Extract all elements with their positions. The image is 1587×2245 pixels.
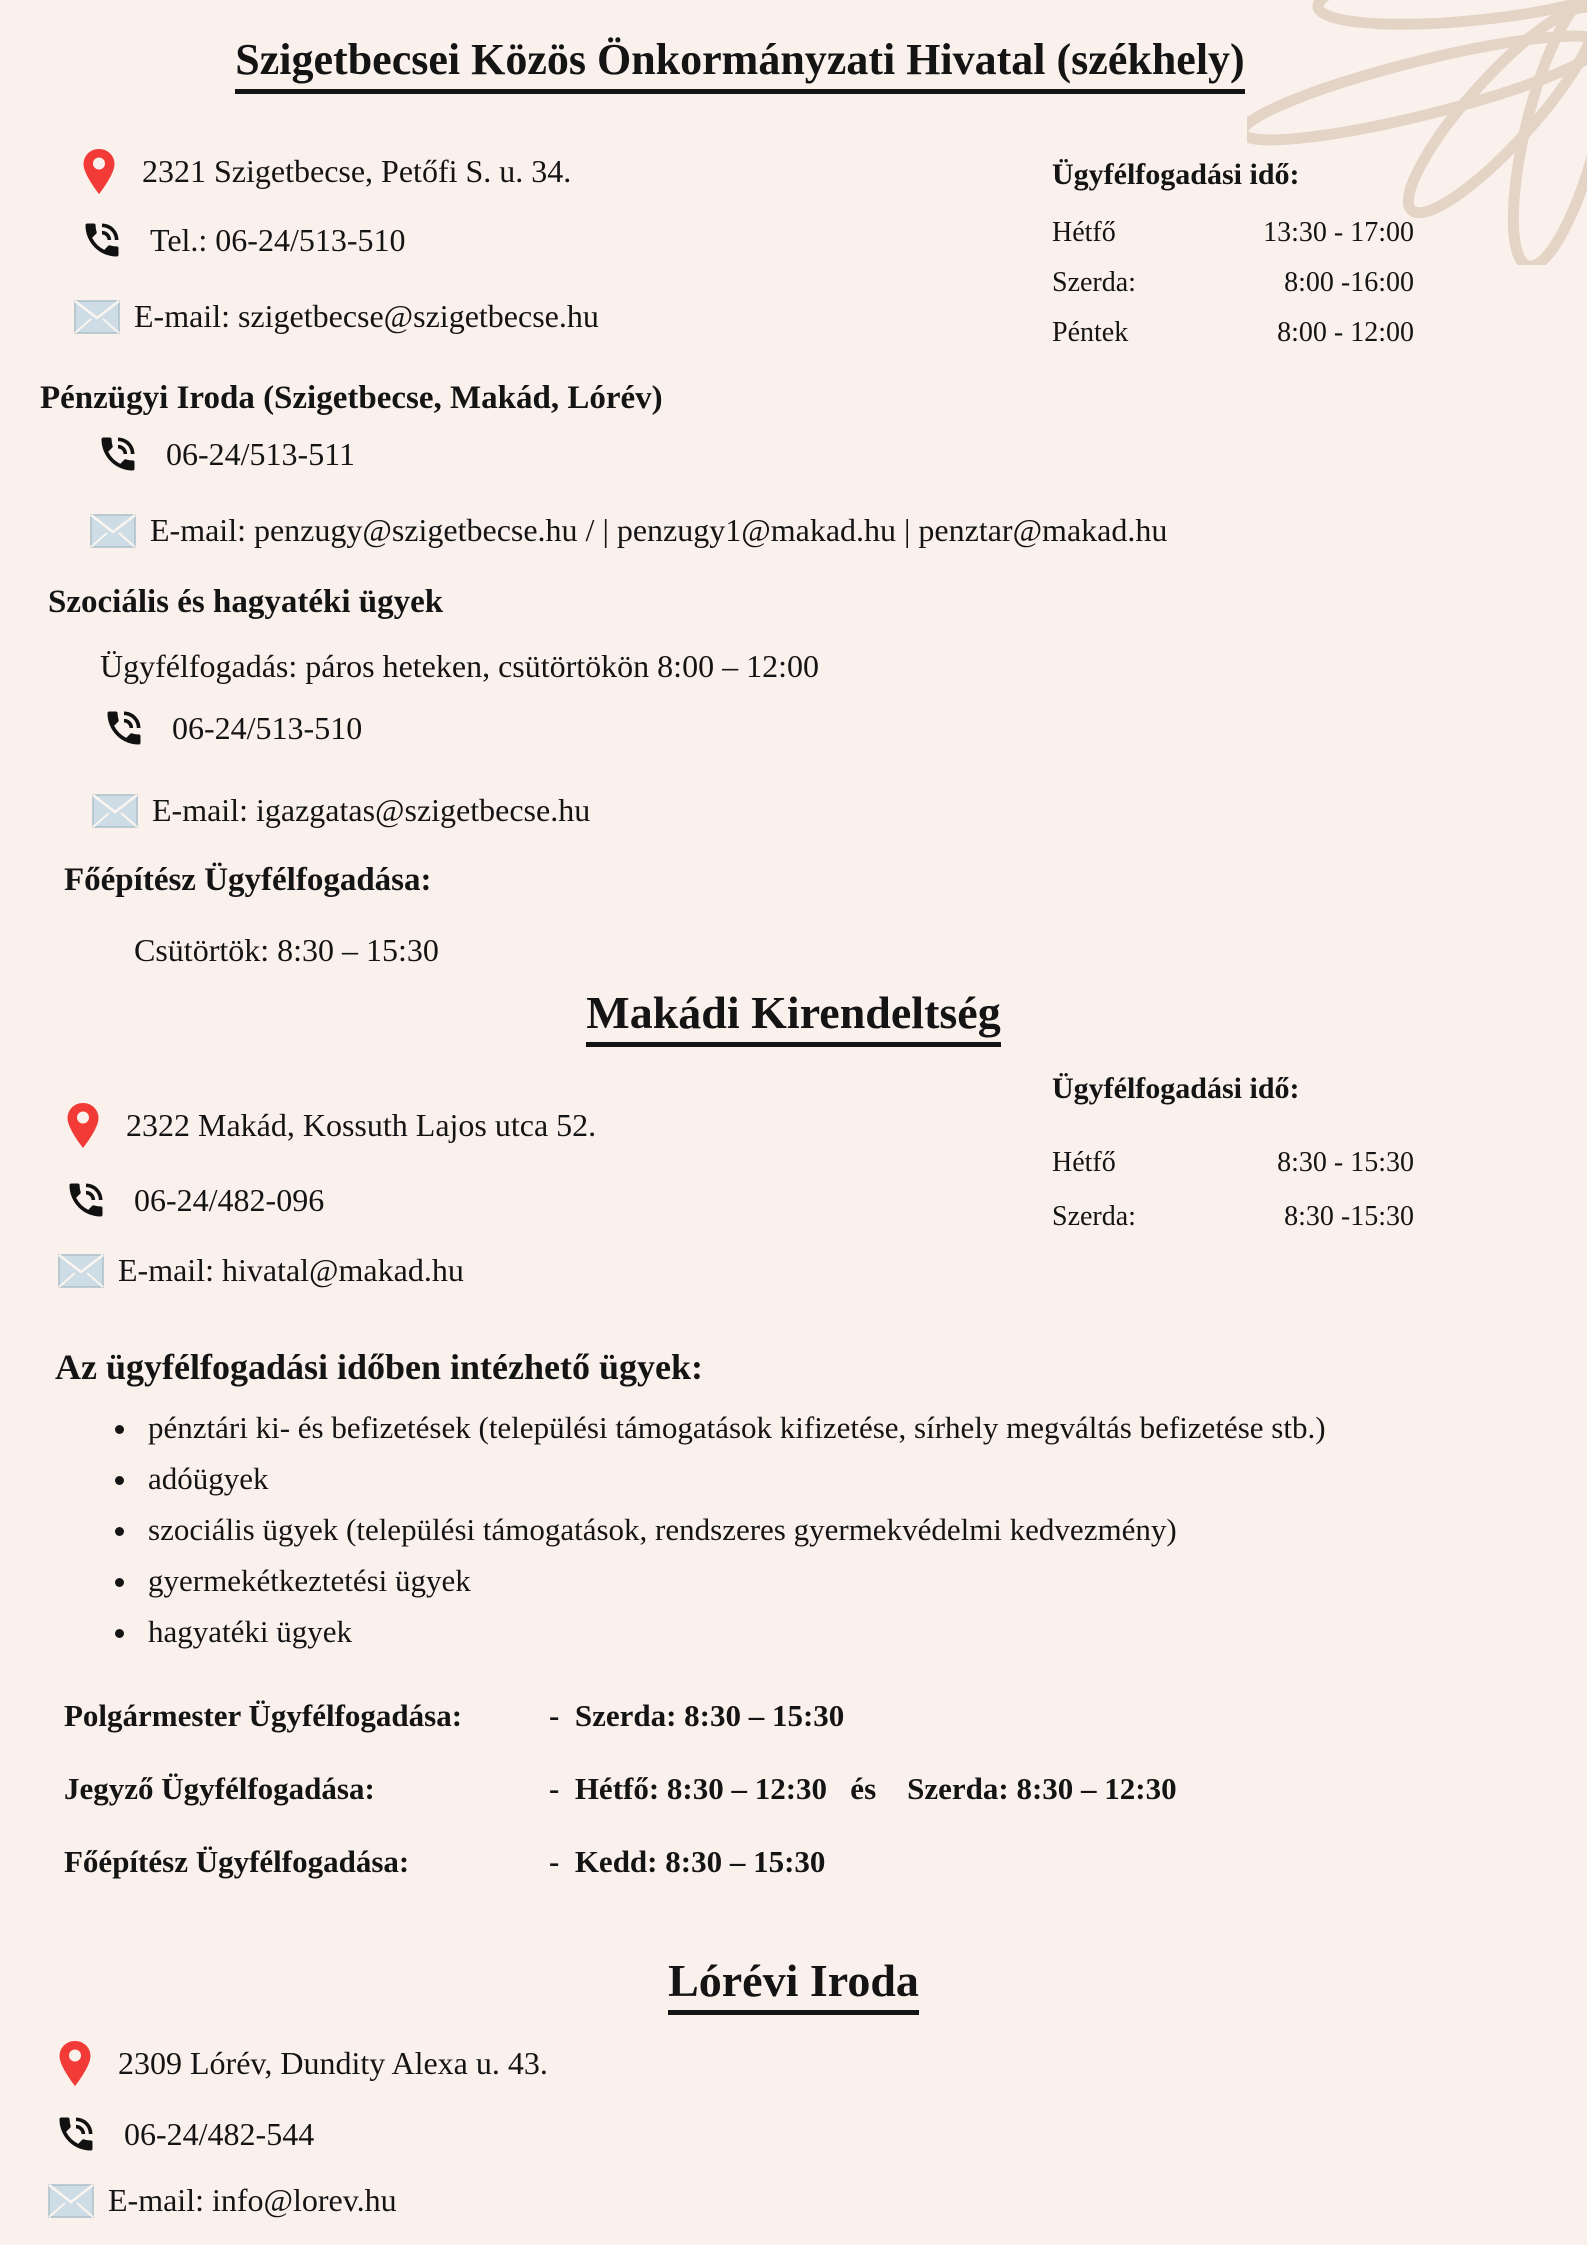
lorev-title xyxy=(0,1954,1587,2015)
hq-hours-day: Hétfő xyxy=(1052,217,1116,248)
szocialis-email: E-mail: igazgatas@szigetbecse.hu xyxy=(152,792,591,828)
hq-address-row xyxy=(82,148,571,195)
ugyek-title: Az ügyfélfogadási időben intézhető ügyek: xyxy=(55,1347,703,1387)
makad-address-row xyxy=(66,1102,596,1149)
hq-email-row xyxy=(74,298,599,335)
makad-hours-time: 8:30 -15:30 xyxy=(1284,1201,1414,1232)
hq-hours-row xyxy=(1052,258,1414,308)
official-row xyxy=(64,1698,1177,1734)
hq-phone: Tel.: 06-24/513-510 xyxy=(150,221,406,258)
ugyek-item: • szociális ügyek (települési támogatások, rendszeres gyermekvédelmi kedvezmény) xyxy=(140,1512,1540,1548)
ugyek-item: • pénztári ki- és befizetések (települési támogatások kifizetése, sírhely megváltás befizetése stb.) xyxy=(140,1410,1540,1446)
location-pin-icon xyxy=(66,1102,100,1149)
lorev-email-row xyxy=(48,2182,397,2219)
ugyek-item: • gyermekétkeztetési ügyek xyxy=(140,1563,1540,1599)
lorev-title-text: Lórévi Iroda xyxy=(668,1954,919,2015)
hq-hours-time: 8:00 -16:00 xyxy=(1284,267,1414,298)
makad-hours-day: Hétfő xyxy=(1052,1147,1116,1178)
location-pin-icon xyxy=(58,2040,92,2087)
page-title xyxy=(0,34,1480,94)
official-hours: - Hétfő: 8:30 – 12:30 és Szerda: 8:30 – 12:30 xyxy=(549,1771,1177,1806)
hq-email: E-mail: szigetbecse@szigetbecse.hu xyxy=(134,298,599,334)
makad-hours-row xyxy=(1052,1190,1414,1244)
makad-hours-row xyxy=(1052,1136,1414,1190)
makad-address: 2322 Makád, Kossuth Lajos utca 52. xyxy=(126,1107,597,1143)
hq-hours-table xyxy=(1052,158,1414,358)
official-hours: - Szerda: 8:30 – 15:30 xyxy=(549,1698,845,1733)
penzugyi-email: E-mail: penzugy@szigetbecse.hu / | penzugy1@makad.hu | penztar@makad.hu xyxy=(150,512,1168,548)
penzugyi-email-row xyxy=(90,512,1167,549)
makad-hours-day: Szerda: xyxy=(1052,1201,1136,1232)
foepitesz-hq-time: Csütörtök: 8:30 – 15:30 xyxy=(134,932,439,968)
phone-receiver-icon xyxy=(54,2112,98,2156)
makad-phone: 06-24/482-096 xyxy=(134,1181,325,1218)
hq-hours-time: 13:30 - 17:00 xyxy=(1263,217,1414,248)
lorev-address-row xyxy=(58,2040,548,2087)
penzugyi-phone-row xyxy=(96,432,355,476)
official-label: Jegyző Ügyfélfogadása: xyxy=(64,1771,375,1806)
envelope-icon xyxy=(58,1254,104,1288)
szocialis-phone: 06-24/513-510 xyxy=(172,709,363,746)
makad-email: E-mail: hivatal@makad.hu xyxy=(118,1252,464,1288)
szocialis-email-row xyxy=(92,792,590,829)
phone-receiver-icon xyxy=(64,1178,108,1222)
hq-address: 2321 Szigetbecse, Petőfi S. u. 34. xyxy=(142,153,572,189)
lorev-phone: 06-24/482-544 xyxy=(124,2115,315,2152)
makad-email-row xyxy=(58,1252,464,1289)
lorev-address: 2309 Lórév, Dundity Alexa u. 43. xyxy=(118,2045,548,2081)
lorev-phone-row xyxy=(54,2112,314,2156)
hq-hours-day: Péntek xyxy=(1052,317,1129,348)
hq-hours-day: Szerda: xyxy=(1052,267,1136,298)
envelope-icon xyxy=(48,2184,94,2218)
hq-hours-time: 8:00 - 12:00 xyxy=(1277,317,1414,348)
makad-hours-table xyxy=(1052,1072,1414,1244)
szocialis-note: Ügyfélfogadás: páros heteken, csütörtökön 8:00 – 12:00 xyxy=(100,648,819,684)
ugyek-list xyxy=(112,1410,1540,1665)
official-label: Polgármester Ügyfélfogadása: xyxy=(64,1698,463,1733)
official-row xyxy=(64,1844,1177,1880)
penzugyi-title: Pénzügyi Iroda (Szigetbecse, Makád, Lórév) xyxy=(40,380,663,416)
phone-receiver-icon xyxy=(102,706,146,750)
szocialis-phone-row xyxy=(102,706,362,750)
official-label: Főépítész Ügyfélfogadása: xyxy=(64,1844,410,1879)
makad-hours-title: Ügyfélfogadási idő: xyxy=(1052,1072,1300,1105)
envelope-icon xyxy=(90,514,136,548)
envelope-icon xyxy=(92,794,138,828)
szocialis-title: Szociális és hagyatéki ügyek xyxy=(48,584,444,620)
foepitesz-hq-title: Főépítész Ügyfélfogadása: xyxy=(64,862,432,898)
hq-hours-row xyxy=(1052,308,1414,358)
hq-phone-row xyxy=(80,218,406,262)
official-hours: - Kedd: 8:30 – 15:30 xyxy=(549,1844,826,1879)
phone-receiver-icon xyxy=(80,218,124,262)
location-pin-icon xyxy=(82,148,116,195)
makad-phone-row xyxy=(64,1178,324,1222)
envelope-icon xyxy=(74,300,120,334)
penzugyi-phone: 06-24/513-511 xyxy=(166,435,356,472)
hq-hours-title: Ügyfélfogadási idő: xyxy=(1052,158,1300,191)
makad-hours-time: 8:30 - 15:30 xyxy=(1277,1147,1414,1178)
official-row xyxy=(64,1771,1177,1807)
lorev-email: E-mail: info@lorev.hu xyxy=(108,2182,397,2218)
ugyek-item: • adóügyek xyxy=(140,1461,1540,1497)
makad-title-text: Makádi Kirendeltség xyxy=(586,986,1000,1047)
page-title-text: Szigetbecsei Közös Önkormányzati Hivatal (székhely) xyxy=(235,34,1244,94)
makad-title xyxy=(0,986,1587,1047)
ugyek-item: • hagyatéki ügyek xyxy=(140,1614,1540,1650)
hq-hours-row xyxy=(1052,208,1414,258)
officials-block xyxy=(64,1698,1177,1917)
phone-receiver-icon xyxy=(96,432,140,476)
